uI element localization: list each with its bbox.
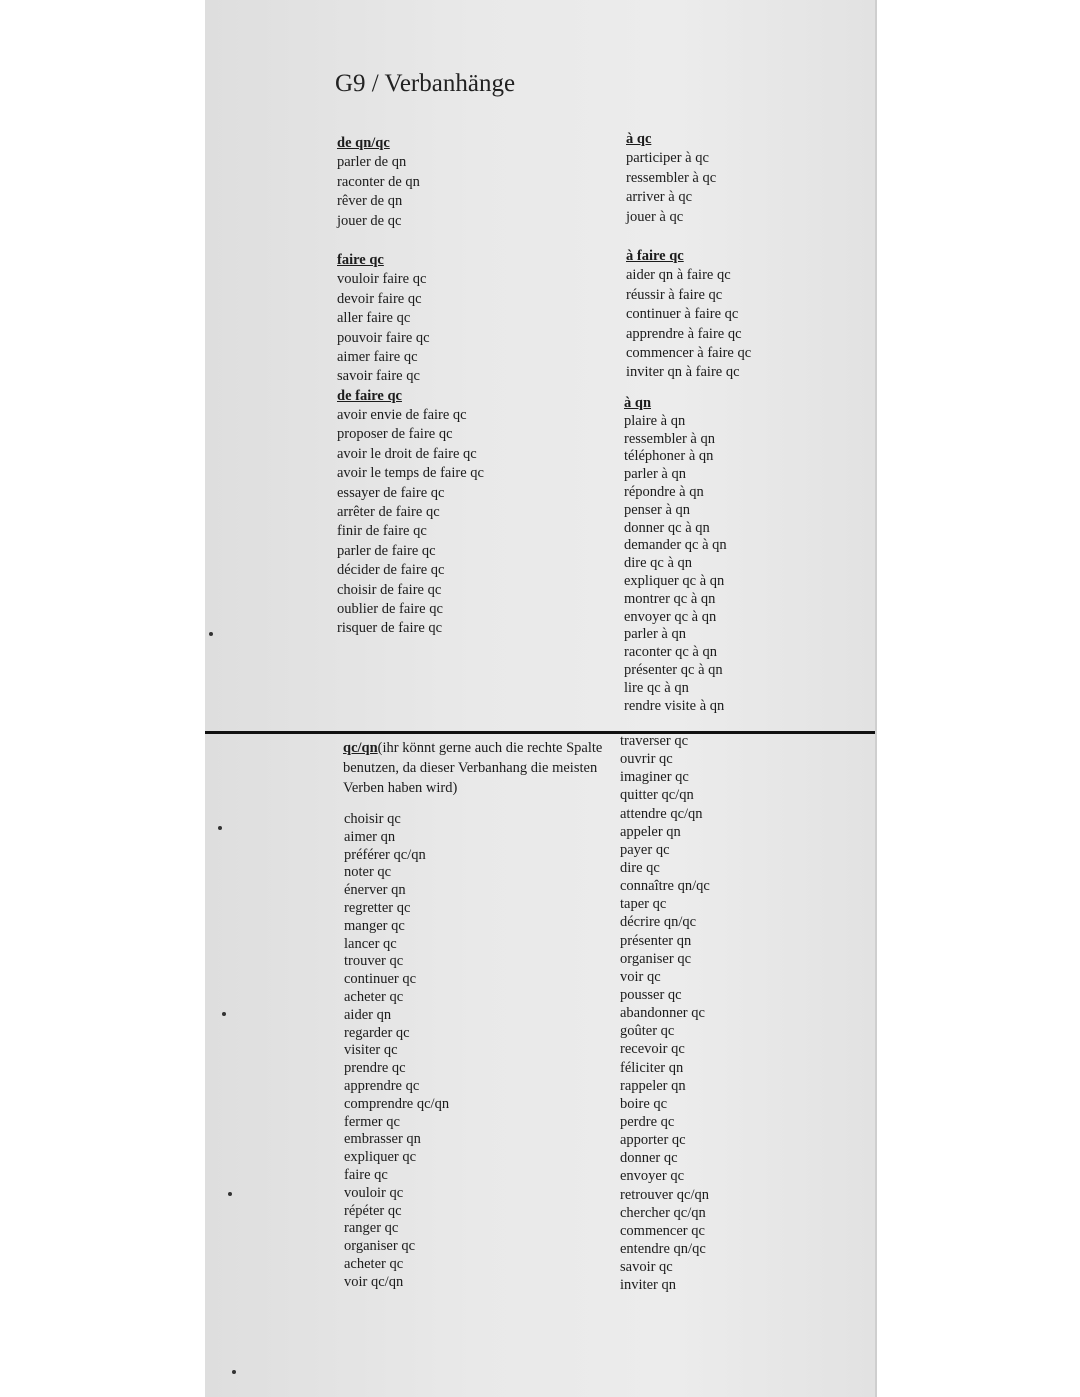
verb-item: regarder qc [344,1024,410,1041]
verb-item: ressembler à qc [626,169,717,186]
verb-item: recevoir qc [620,1041,685,1058]
verb-item: savoir qc [620,1259,673,1276]
verb-item: aller faire qc [337,310,411,327]
verb-item: préférer qc/qn [344,846,426,863]
verb-item: attendre qc/qn [620,805,703,822]
verb-item: apprendre qc [344,1077,420,1094]
verb-item: arrêter de faire qc [337,504,440,521]
group-heading: qc/qn [343,740,378,756]
verb-item: continuer qc [344,971,417,988]
group-heading: faire qc [337,251,384,268]
verb-item: répéter qc [344,1202,402,1219]
verb-item: parler à qn [624,626,686,643]
verb-item: montrer qc à qn [624,590,716,607]
verb-item: appeler qn [620,823,681,840]
verb-item: essayer de faire qc [337,484,445,501]
verb-item: proposer de faire qc [337,426,453,443]
group-heading: à qc [626,131,652,147]
verb-item: apporter qc [620,1132,686,1149]
note-line: (ihr könnt gerne auch die rechte Spalte [377,740,603,756]
section-divider [205,731,875,734]
verb-item: choisir de faire qc [337,581,442,598]
verb-item: avoir le temps de faire qc [337,465,484,482]
verb-item: oublier de faire qc [337,600,443,617]
verb-item: aimer faire qc [337,348,418,365]
verb-item: ouvrir qc [620,751,673,768]
scan-speck [209,632,213,636]
verb-item: commencer à faire qc [626,344,752,361]
verb-item: abandonner qc [620,1005,705,1022]
scan-speck [218,826,222,830]
verb-item: demander qc à qn [624,537,727,554]
verb-item: trouver qc [344,953,404,970]
scan-speck [228,1192,232,1196]
verb-item: ressembler à qn [624,430,715,447]
verb-item: commencer qc [620,1222,705,1239]
verb-item: chercher qc/qn [620,1204,706,1221]
group-heading: de qn/qc [337,135,390,151]
verb-item: voir qc [620,968,661,985]
verb-item: décrire qn/qc [620,914,697,931]
verb-item: faire qc [344,1166,388,1183]
verb-item: donner qc [620,1150,678,1167]
verb-item: goûter qc [620,1023,675,1040]
verb-item: expliquer qc à qn [624,572,725,589]
verb-item: vouloir faire qc [337,271,427,288]
verb-item: lancer qc [344,935,397,952]
verb-item: rêver de qn [337,193,403,210]
verb-item: réussir à faire qc [626,286,723,303]
verb-item: apprendre à faire qc [626,325,742,342]
sheet-edge [875,0,877,1397]
verb-item: boire qc [620,1095,668,1112]
upper-left-column [337,134,484,639]
verb-item: énerver qn [344,882,406,899]
verb-item: aider qn à faire qc [626,267,731,284]
verb-item: parler de qn [337,154,407,171]
verb-item: ranger qc [344,1220,399,1237]
verb-item: savoir faire qc [337,368,420,385]
verb-item: retrouver qc/qn [620,1186,709,1203]
verb-item: parler de faire qc [337,542,436,559]
note-line: Verben haben wird) [343,780,458,796]
scan-speck [232,1370,236,1374]
verb-item: devoir faire qc [337,290,422,307]
verb-item: payer qc [620,841,670,858]
verb-item: finir de faire qc [337,523,427,540]
verb-item: jouer de qc [337,212,402,229]
verb-item: présenter qn [620,932,692,949]
verb-item: organiser qc [620,950,691,967]
verb-item: acheter qc [344,1255,404,1272]
note-line: benutzen, da dieser Verbanhang die meisten [343,760,598,776]
verb-item: organiser qc [344,1238,415,1255]
verb-item: entendre qn/qc [620,1240,706,1257]
verb-item: acheter qc [344,988,404,1005]
verb-item: donner qc à qn [624,519,710,536]
verb-item: manger qc [344,917,405,934]
verb-item: traverser qc [620,733,689,749]
verb-item: raconter de qn [337,173,420,190]
verb-item: perdre qc [620,1113,675,1130]
verb-item: rendre visite à qn [624,697,725,714]
verb-item: arriver à qc [626,189,693,206]
qc-qn-note [343,738,602,798]
upper-right-column-a-qn [624,395,727,715]
verb-item: avoir le droit de faire qc [337,445,477,462]
verb-item: parler à qn [624,466,686,483]
verb-item: fermer qc [344,1113,400,1130]
verb-item: regretter qc [344,899,411,916]
verb-item: avoir envie de faire qc [337,407,467,424]
verb-item: connaître qn/qc [620,878,710,895]
verb-item: expliquer qc [344,1149,417,1166]
verb-item: prendre qc [344,1060,406,1077]
verb-item: embrasser qn [344,1131,421,1148]
verb-item: dire qc [620,859,660,876]
verb-item: téléphoner à qn [624,448,714,465]
verb-item: inviter qn à faire qc [626,364,740,381]
group-heading: de faire qc [337,387,402,404]
verb-item: dire qc à qn [624,555,693,572]
verb-item: continuer à faire qc [626,306,739,323]
verb-item: penser à qn [624,501,691,518]
verb-item: noter qc [344,864,392,881]
verb-item: répondre à qn [624,483,704,500]
verb-item: voir qc/qn [344,1273,404,1290]
upper-right-column [626,130,751,383]
verb-item: inviter qn [620,1277,676,1294]
verb-item: présenter qc à qn [624,661,723,678]
verb-item: envoyer qc [620,1168,685,1185]
verb-item: comprendre qc/qn [344,1095,450,1112]
verb-item: pousser qc [620,986,682,1003]
lower-right-column [620,732,710,1294]
verb-item: risquer de faire qc [337,620,443,637]
verb-item: plaire à qn [624,412,686,429]
verb-item: imaginer qc [620,769,689,786]
lower-left-column [344,811,449,1292]
group-heading: à faire qc [626,247,684,264]
verb-item: envoyer qc à qn [624,608,717,625]
verb-item: jouer à qc [626,208,684,225]
paper-sheet [205,0,875,1397]
group-heading: à qn [624,395,652,411]
verb-item: lire qc à qn [624,679,689,696]
scan-speck [222,1012,226,1016]
verb-item: pouvoir faire qc [337,329,430,346]
page-title: G9 / Verbanhänge [335,70,516,97]
verb-item: quitter qc/qn [620,787,694,804]
verb-item: choisir qc [344,811,401,827]
verb-item: féliciter qn [620,1059,684,1076]
verb-item: vouloir qc [344,1184,404,1201]
verb-item: décider de faire qc [337,562,445,579]
verb-item: visiter qc [344,1042,398,1059]
verb-item: aimer qn [344,828,396,845]
verb-item: participer à qc [626,150,709,167]
verb-item: aider qn [344,1006,392,1023]
verb-item: rappeler qn [620,1077,686,1094]
verb-item: raconter qc à qn [624,644,717,661]
verb-item: taper qc [620,896,667,913]
